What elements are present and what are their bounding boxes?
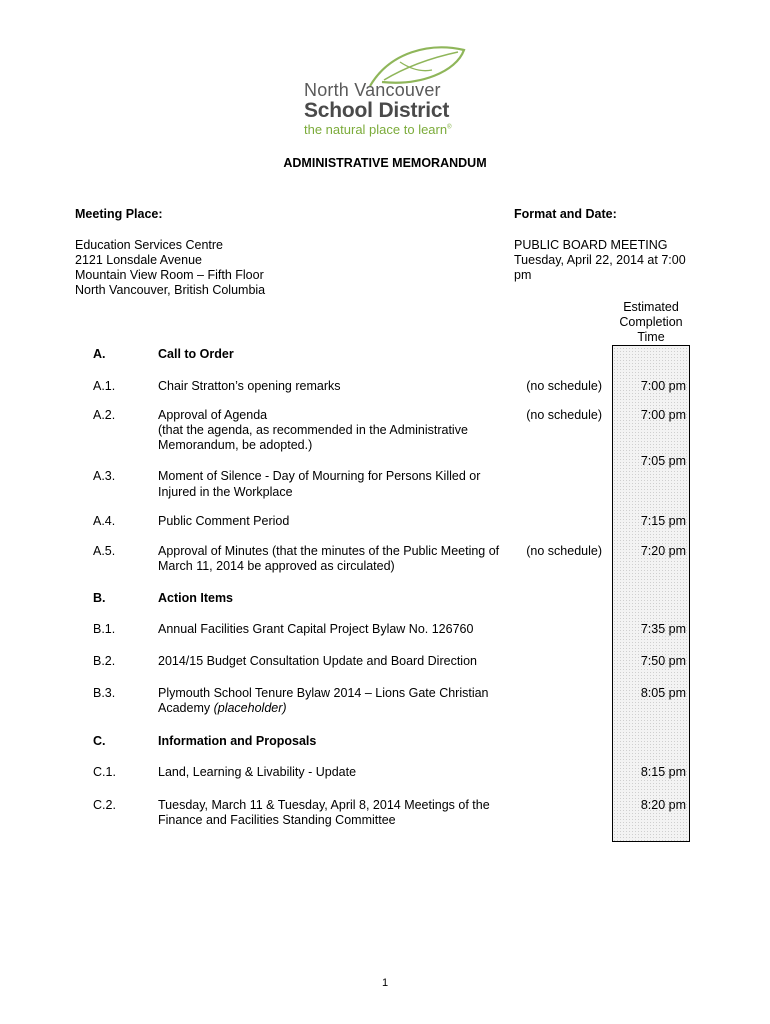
schedule-note: (no schedule) — [526, 379, 602, 393]
agenda-item-text — [158, 701, 287, 716]
completion-time: 7:00 pm — [640, 379, 686, 393]
meeting-place-line: 2121 Lonsdale Avenue — [75, 253, 202, 267]
format-date-line: Tuesday, April 22, 2014 at 7:00 — [514, 253, 686, 267]
document-title: ADMINISTRATIVE MEMORANDUM — [283, 156, 487, 170]
logo-line-1: North Vancouver — [304, 80, 441, 100]
agenda-item-text: 2014/15 Budget Consultation Update and Board Direction — [158, 654, 477, 668]
logo-tagline — [304, 122, 452, 137]
completion-time: 8:20 pm — [640, 798, 686, 812]
completion-time: 8:15 pm — [640, 765, 686, 779]
completion-time: 7:00 pm — [640, 408, 686, 422]
completion-time: 7:15 pm — [640, 514, 686, 528]
placeholder-note: (placeholder) — [213, 701, 287, 715]
section-title: Action Items — [158, 591, 234, 605]
item-code: A.3. — [93, 469, 116, 483]
agenda-item-text: Finance and Facilities Standing Committee — [158, 813, 396, 827]
section-title: Call to Order — [158, 347, 234, 361]
meeting-place-line: North Vancouver, British Columbia — [75, 283, 266, 297]
completion-header-line: Time — [637, 330, 665, 344]
completion-time: 7:20 pm — [640, 544, 686, 558]
agenda-item-text: Memorandum, be adopted.) — [158, 438, 313, 452]
agenda-item-text: Approval of Agenda — [158, 408, 268, 422]
completion-time: 7:35 pm — [640, 622, 686, 636]
item-code: A.4. — [93, 514, 116, 528]
schedule-note: (no schedule) — [526, 544, 602, 558]
item-code: A.5. — [93, 544, 116, 558]
agenda-item-text: Approval of Minutes (that the minutes of the Public Meeting of — [158, 544, 500, 558]
agenda-item-text: Public Comment Period — [158, 514, 290, 528]
agenda-item-text: Annual Facilities Grant Capital Project Bylaw No. 126760 — [158, 622, 474, 636]
section-code: C. — [93, 734, 106, 748]
registered-mark: ® — [447, 124, 452, 131]
schedule-note: (no schedule) — [526, 408, 602, 422]
section-title: Information and Proposals — [158, 734, 317, 748]
page-number: 1 — [381, 977, 389, 989]
completion-time: 7:50 pm — [640, 654, 686, 668]
agenda-item-text: Moment of Silence - Day of Mourning for Persons Killed or — [158, 469, 481, 483]
format-date-line: PUBLIC BOARD MEETING — [514, 238, 668, 252]
completion-header-line: Completion — [619, 315, 683, 329]
item-code: B.3. — [93, 686, 116, 700]
agenda-item-text: (that the agenda, as recommended in the Administrative — [158, 423, 468, 437]
completion-time-header — [612, 298, 690, 346]
agenda-item-text: Plymouth School Tenure Bylaw 2014 – Lions Gate Christian — [158, 686, 489, 700]
meeting-place-line: Education Services Centre — [75, 238, 223, 252]
agenda-item-text: Tuesday, March 11 & Tuesday, April 8, 2014 Meetings of the — [158, 798, 490, 812]
logo-line-2: School District — [304, 99, 450, 122]
agenda-item-text: March 11, 2014 be approved as circulated) — [158, 559, 395, 573]
section-code: A. — [93, 347, 106, 361]
item-code: C.2. — [93, 798, 116, 812]
format-date-line: pm — [514, 268, 532, 282]
item-code: B.2. — [93, 654, 116, 668]
item-code: C.1. — [93, 765, 116, 779]
section-code: B. — [93, 591, 106, 605]
agenda-item-text: Land, Learning & Livability - Update — [158, 765, 357, 779]
district-logo — [300, 40, 480, 140]
item-code: A.2. — [93, 408, 116, 422]
completion-time: 8:05 pm — [640, 686, 686, 700]
meeting-place-heading: Meeting Place: — [75, 207, 163, 221]
meeting-place-line: Mountain View Room – Fifth Floor — [75, 268, 264, 282]
agenda-item-text: Chair Stratton’s opening remarks — [158, 379, 341, 393]
completion-header-line: Estimated — [623, 300, 679, 314]
agenda-item-text: Injured in the Workplace — [158, 485, 293, 499]
item-code: B.1. — [93, 622, 116, 636]
item-code: A.1. — [93, 379, 116, 393]
completion-time: 7:05 pm — [640, 454, 686, 468]
agenda-item-text-plain: Academy — [158, 701, 214, 715]
logo-tagline-text: the natural place to learn — [304, 122, 448, 137]
format-date-heading: Format and Date: — [514, 207, 617, 221]
